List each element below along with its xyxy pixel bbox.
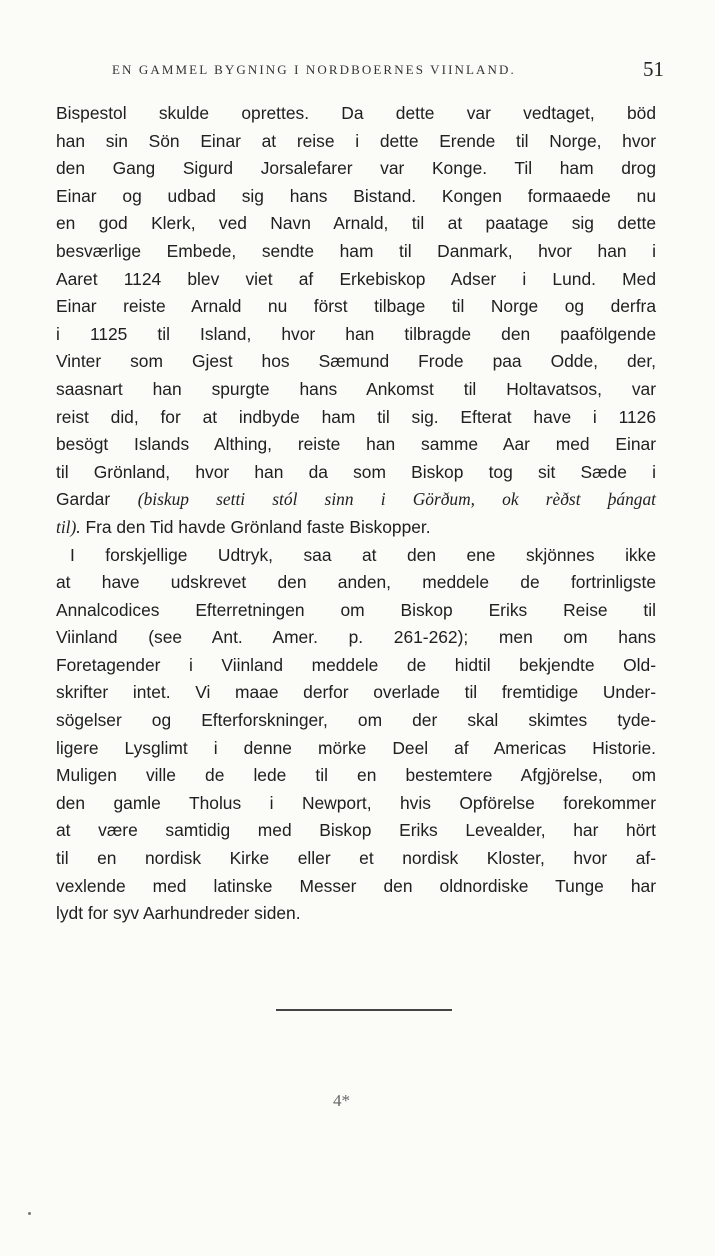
text-line: sögelser og Efterforskninger, om der skal skimtes tyde- <box>56 710 656 731</box>
section-rule <box>276 1009 452 1011</box>
text-line: Bispestol skulde oprettes. Da dette var vedtaget, böd <box>56 103 656 123</box>
text-line: den Gang Sigurd Jorsalefarer var Konge. Til ham drog <box>56 158 656 179</box>
running-title: EN GAMMEL BYGNING I NORDBOERNES VIINLAND. <box>112 62 516 77</box>
text-line: den gamle Tholus i Newport, hvis Opförelse forekommer <box>56 792 656 813</box>
italic-quotation: (biskup setti stól sinn i Görðum, ok rèðst þángat <box>137 489 656 510</box>
text-line: reist did, for at indbyde ham til sig. Efterat have i 1126 <box>56 406 656 427</box>
text-line: Annalcodices Efterretningen om Biskop Eriks Reise til <box>56 599 656 620</box>
text-line: en god Klerk, ved Navn Arnald, til at paatage sig dette <box>56 213 656 234</box>
text-line: saasnart han spurgte hans Ankomst til Holtavatsos, var <box>56 378 656 399</box>
text-line: ligere Lysglimt i denne mörke Deel af Americas Historie. <box>56 737 656 758</box>
text-line: vexlende med latinske Messer den oldnordiske Tunge har <box>56 875 656 896</box>
text-line: Muligen ville de lede til en bestemtere Afgjörelse, om <box>56 765 656 786</box>
text-line: besværlige Embede, sendte ham til Danmark, hvor han i <box>56 240 656 261</box>
text-line: Viinland (see Ant. Amer. p. 261-262); men om hans <box>56 627 656 648</box>
text-line: til). Fra den Tid havde Grönland faste Biskopper. <box>56 516 431 537</box>
text-line: Foretagender i Viinland meddele de hidtil bekjendte Old- <box>56 654 656 675</box>
text-line: at have udskrevet den anden, meddele de fortrinligste <box>56 572 656 593</box>
text-line: Vinter som Gjest hos Sæmund Frode paa Odde, der, <box>56 351 656 372</box>
body-text <box>56 100 656 928</box>
text-line: Einar reiste Arnald nu först tilbage til Norge og derfra <box>56 296 656 317</box>
text-line: at være samtidig med Biskop Eriks Levealder, har hört <box>56 820 656 841</box>
text-line: til Grönland, hvor han da som Biskop tog sit Sæde i <box>56 461 656 482</box>
text-line: til en nordisk Kirke eller et nordisk Kloster, hvor af- <box>56 848 656 869</box>
text-line: i 1125 til Island, hvor han tilbragde den paafölgende <box>56 323 656 344</box>
text-line: Gardar (biskup setti stól sinn i Görðum, ok rèðst þángat <box>56 489 656 510</box>
text-line: Aaret 1124 blev viet af Erkebiskop Adser i Lund. Med <box>56 268 656 289</box>
page-number: 51 <box>643 57 664 81</box>
text-line: han sin Sön Einar at reise i dette Erende til Norge, hvor <box>56 130 656 151</box>
signature-mark: 4* <box>333 1091 350 1110</box>
italic-quotation: til). <box>56 516 81 537</box>
text-line: skrifter intet. Vi maae derfor overlade til fremtidige Under- <box>56 682 656 703</box>
text-line: besögt Islands Althing, reiste han samme Aar med Einar <box>56 434 656 455</box>
paper-speck <box>28 1212 31 1215</box>
text-line: lydt for syv Aarhundreder siden. <box>56 903 301 924</box>
paragraph-start-line: I forskjellige Udtryk, saa at den ene skjönnes ikke <box>70 544 656 565</box>
text-line: Einar og udbad sig hans Bistand. Kongen formaaede nu <box>56 185 656 206</box>
